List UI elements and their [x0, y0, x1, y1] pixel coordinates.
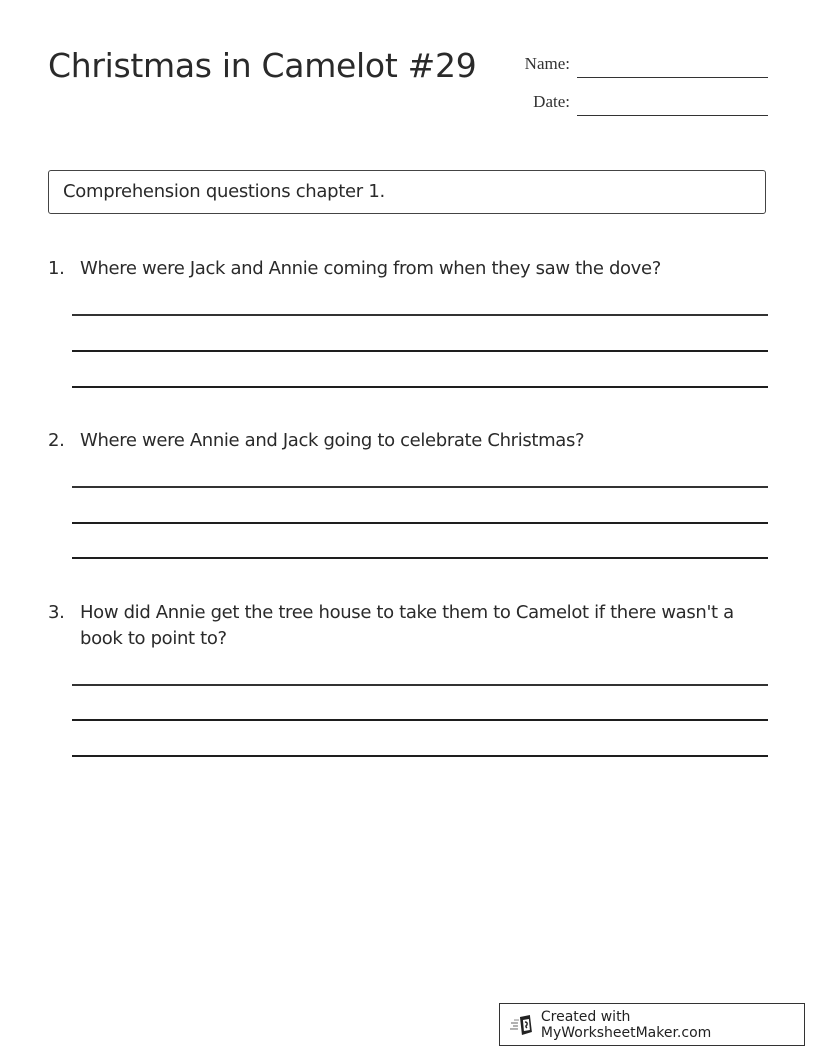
answer-line[interactable] — [72, 557, 768, 559]
date-label: Date: — [533, 92, 570, 111]
question-text: Where were Annie and Jack going to celebrate Christmas? — [80, 430, 585, 451]
footer-text: Created with MyWorksheetMaker.com — [540, 1008, 712, 1041]
name-line[interactable] — [577, 77, 768, 78]
answer-line[interactable] — [72, 350, 768, 352]
date-line[interactable] — [577, 115, 768, 116]
answer-line[interactable] — [72, 386, 768, 388]
question-text: Where were Jack and Annie coming from when they saw the dove? — [80, 258, 661, 279]
question-number: 2. — [48, 430, 65, 451]
question-number: 3. — [48, 602, 65, 623]
question-number: 1. — [48, 258, 65, 279]
answer-line[interactable] — [72, 314, 768, 316]
answer-line[interactable] — [72, 486, 768, 488]
worksheet-title: Christmas in Camelot #29 — [48, 46, 477, 85]
instructions-box: Comprehension questions chapter 1. — [48, 170, 766, 214]
name-label: Name: — [524, 54, 570, 73]
answer-line[interactable] — [72, 522, 768, 524]
answer-line[interactable] — [72, 755, 768, 757]
worksheet-maker-logo-icon — [510, 1014, 536, 1036]
answer-line[interactable] — [72, 719, 768, 721]
created-with-badge[interactable] — [499, 1003, 805, 1046]
answer-line[interactable] — [72, 684, 768, 686]
question-text: How did Annie get the tree house to take them to Camelot if there wasn't a book to point to? — [80, 602, 734, 649]
